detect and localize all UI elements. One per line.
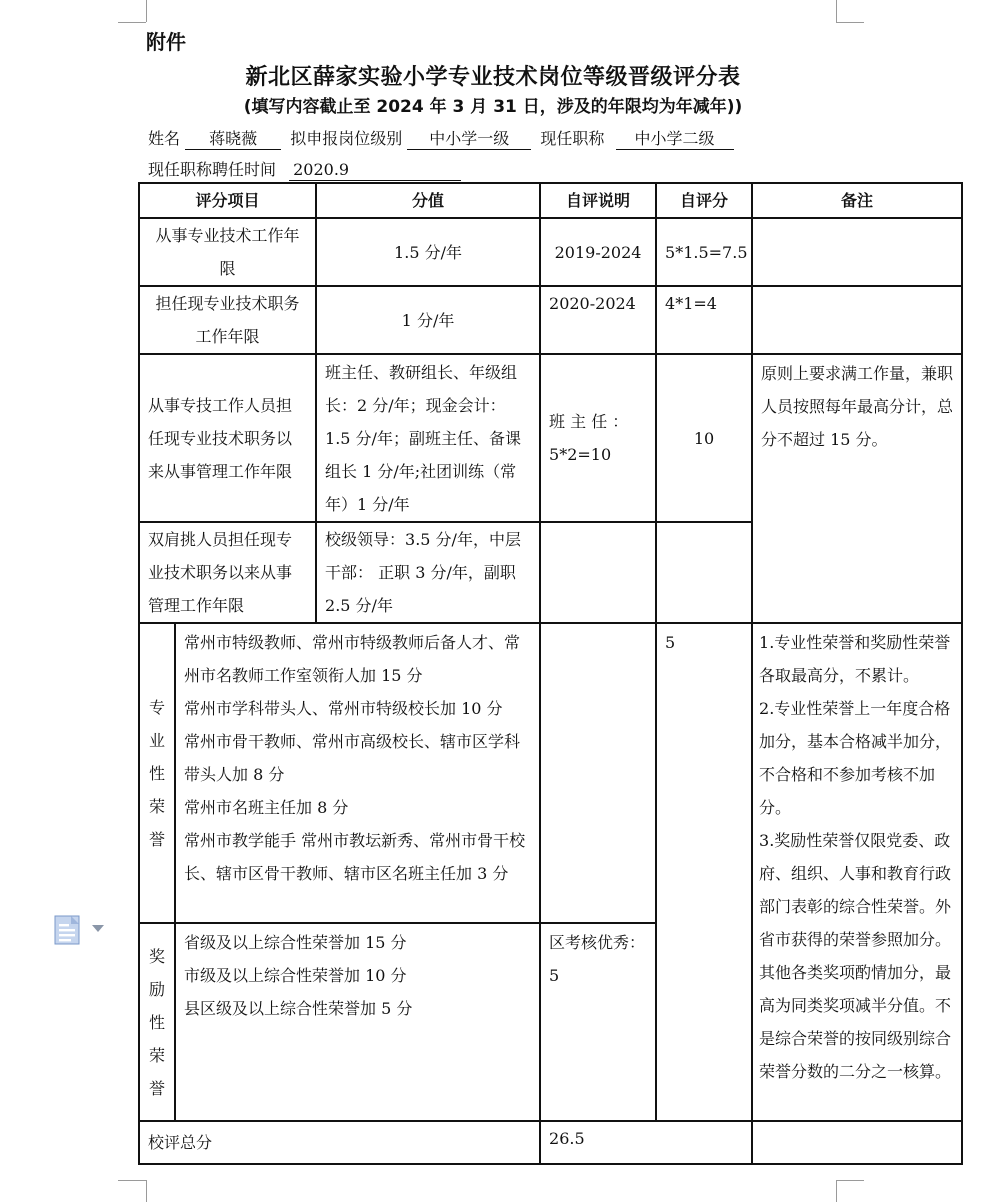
row2-value: 1 分/年 [316,286,540,354]
header-self-desc: 自评说明 [540,183,656,218]
current-title-value: 中小学二级 [616,129,734,150]
paste-options-icon[interactable] [54,915,80,945]
table-row [139,1121,962,1164]
crop-mark-bottom-right-h [836,1180,864,1181]
row4-value: 校级领导：3.5 分/年，中层干部： 正职 3 分/年，副职 2.5 分/年 [316,522,540,623]
table-row [139,623,962,923]
row1-item: 从事专业技术工作年限 [139,218,316,286]
crop-mark-bottom-left-v [146,1180,147,1202]
crop-mark-top-right-h [836,22,864,23]
name-label: 姓名 [148,129,181,148]
apply-level-label: 拟申报岗位级别 [290,129,403,148]
header-note: 备注 [752,183,962,218]
total-value: 26.5 [540,1121,752,1164]
table-row [139,354,962,522]
total-note [752,1121,962,1164]
attachment-label: 附件 [146,30,186,54]
criteria-line: 省级及以上综合性荣誉加 15 分 [184,933,407,952]
group-char: 荣 [148,1045,165,1065]
crop-mark-top-left-v [146,0,147,22]
row3-item: 从事专技工作人员担任现专业技术职务以来从事管理工作年限 [139,354,316,522]
criteria-line: 县区级及以上综合性荣誉加 5 分 [184,999,413,1018]
criteria-line: 常州市学科带头人、常州市特级校长加 10 分 [184,699,503,718]
group-char: 性 [148,1012,165,1032]
score-table [138,182,963,1165]
table-row [139,218,962,286]
row6-desc: 区考核优秀：5 [540,923,656,1121]
professional-honor-criteria [175,623,540,923]
group-char: 誉 [148,829,165,849]
reward-honor-criteria [175,923,540,1121]
reward-honor-group [139,923,175,1121]
criteria-line: 常州市名班主任加 8 分 [184,798,349,817]
row3-value: 班主任、教研组长、年级组长：2 分/年；现金会计：1.5 分/年；副班主任、备课组长 1 分/年;社团训练（常年）1 分/年 [316,354,540,522]
info-line-2 [148,157,465,181]
hire-date-value: 2020.9 [289,160,461,181]
note-line: 1.专业性荣誉和奖励性荣誉各取最高分，不累计。 [759,633,951,685]
current-title-label: 现任职称 [540,129,605,148]
document-subtitle: (填写内容截止至 2024 年 3 月 31 日，涉及的年限均为年减年)) [243,97,743,117]
header-self-score: 自评分 [656,183,752,218]
professional-honor-group [139,623,175,923]
row4-desc [540,522,656,623]
group-char: 奖 [148,946,165,966]
group-char: 励 [148,979,165,999]
table-row [139,286,962,354]
note-line: 3.奖励性荣誉仅限党委、政府、组织、人事和教育行政部门表彰的综合性荣誉。外省市获得的荣誉参照加分。其他各类奖项酌情加分，最高为同类奖项减半分值。不是综合荣誉的按同级别综合荣誉分数的二分之一核算。 [759,831,952,1081]
apply-level-value: 中小学一级 [407,129,531,150]
header-value: 分值 [316,183,540,218]
honor-notes [752,623,962,1121]
row1-desc: 2019-2024 [540,218,656,286]
row4-item: 双肩挑人员担任现专业技术职务以来从事管理工作年限 [139,522,316,623]
row3-note: 原则上要求满工作量，兼职人员按照每年最高分计，总分不超过 15 分。 [752,354,962,623]
row2-note [752,286,962,354]
row2-desc: 2020-2024 [540,286,656,354]
criteria-line: 市级及以上综合性荣誉加 10 分 [184,966,407,985]
criteria-line: 常州市骨干教师、常州市高级校长、辖市区学科带头人加 8 分 [184,732,521,784]
group-char: 性 [148,763,165,783]
row1-value: 1.5 分/年 [316,218,540,286]
crop-mark-top-right-v [836,0,837,22]
row4-score [656,522,752,623]
total-label: 校评总分 [139,1121,540,1164]
row2-item: 担任现专业技术职务工作年限 [139,286,316,354]
criteria-line: 常州市特级教师、常州市特级教师后备人才、常州市名教师工作室领衔人加 15 分 [184,633,521,685]
note-line: 2.专业性荣誉上一年度合格加分，基本合格减半加分，不合格和不参加考核不加分。 [759,699,952,817]
group-char: 荣 [148,796,165,816]
criteria-line: 常州市教学能手 常州市教坛新秀、常州市骨干校长、辖市区骨干教师、辖市区名班主任加 3 分 [184,831,526,883]
document-title: 新北区薛家实验小学专业技术岗位等级晋级评分表 [245,65,741,90]
name-value: 蒋晓薇 [185,129,281,150]
row1-note [752,218,962,286]
group-char: 业 [148,730,165,750]
hire-date-label: 现任职称聘任时间 [148,160,277,179]
crop-mark-bottom-right-v [836,1180,837,1202]
header-item: 评分项目 [139,183,316,218]
group-char: 誉 [148,1078,165,1098]
row5-score: 5 [656,623,752,1121]
table-header-row [139,183,962,218]
row5-desc [540,623,656,923]
info-line-1 [148,126,738,150]
row2-score: 4*1=4 [656,286,752,354]
group-char: 专 [148,697,165,717]
chevron-down-icon[interactable] [92,925,104,933]
crop-mark-top-left-h [118,22,146,23]
row3-desc: 班 主 任 ：5*2=10 [540,354,656,522]
row1-score: 5*1.5=7.5 [656,218,752,286]
crop-mark-bottom-left-h [118,1180,146,1181]
row3-score: 10 [656,354,752,522]
